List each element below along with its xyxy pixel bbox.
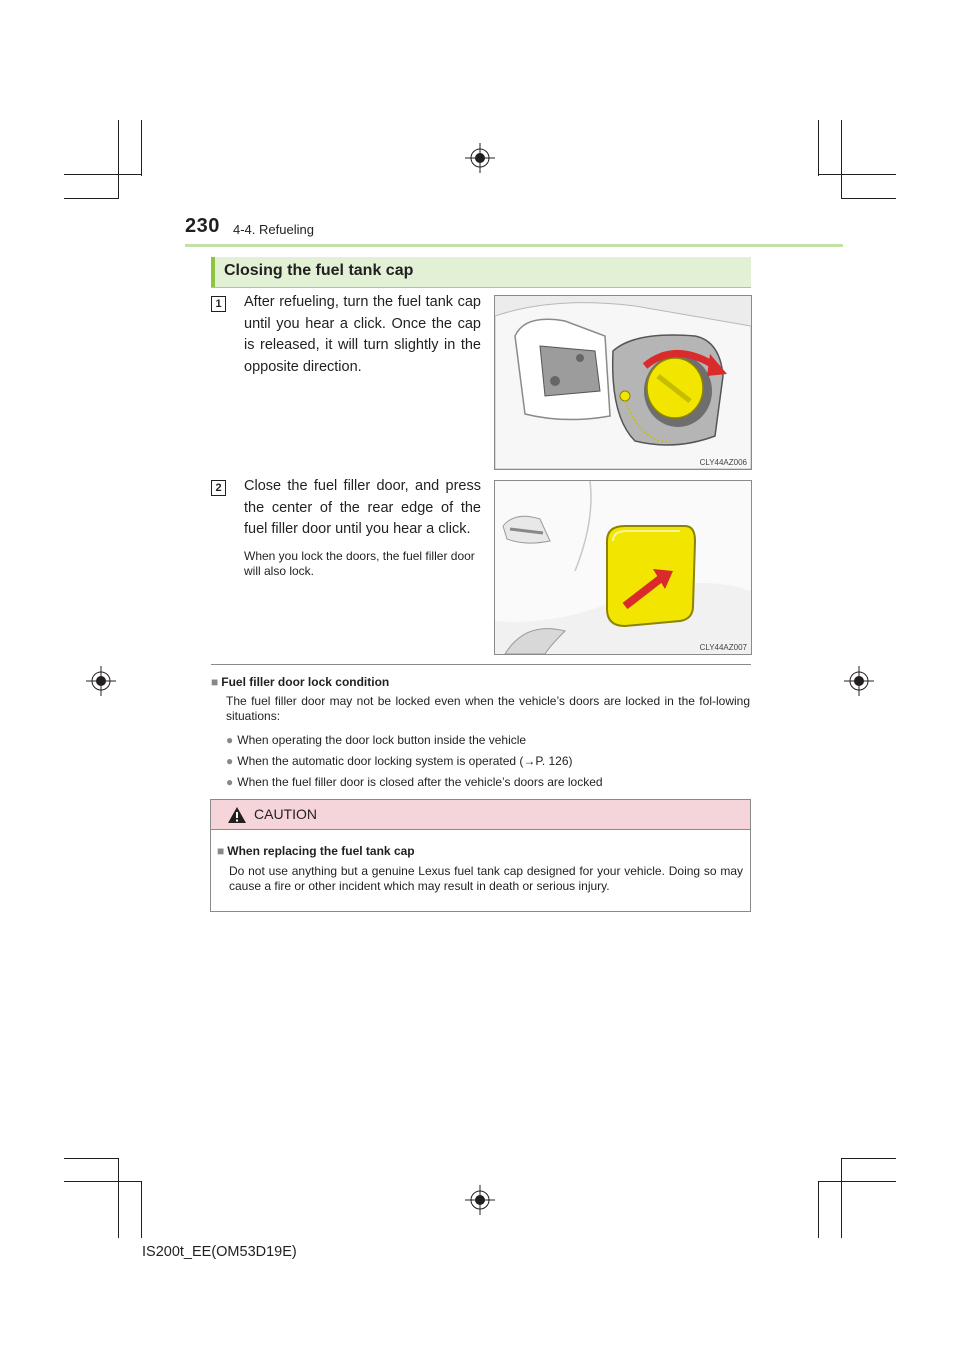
crop-mark (818, 1181, 896, 1182)
list-item-text: When operating the door lock button inside the vehicle (237, 733, 527, 747)
fuel-cap-illustration (494, 295, 752, 470)
note-heading (211, 675, 389, 689)
crop-mark (64, 1181, 142, 1182)
note-body: The fuel filler door may not be locked even when the vehicle’s doors are locked in the fol-lowing situations: (226, 694, 750, 723)
step-number-badge: 1 (211, 296, 226, 312)
note-title: Fuel filler door lock condition (221, 675, 390, 689)
crop-mark (64, 198, 119, 199)
caution-label: CAUTION (254, 806, 317, 822)
caution-subtitle-row (217, 844, 415, 858)
crop-mark (64, 174, 142, 175)
registration-mark-icon (465, 143, 495, 173)
list-item-text: When the fuel filler door is closed after the vehicle’s doors are locked (237, 775, 603, 789)
crop-mark (841, 198, 896, 199)
section-title: Closing the fuel tank cap (224, 262, 414, 279)
crop-mark (818, 174, 896, 175)
registration-mark-icon (86, 666, 116, 696)
crop-mark (64, 1158, 119, 1159)
running-header: 4-4. Refueling (233, 222, 314, 237)
crop-mark (818, 120, 819, 176)
registration-mark-icon (465, 1185, 495, 1215)
caution-body: Do not use anything but a genuine Lexus fuel tank cap designed for your vehicle. Doing so may cause a fire or other incident which may result in death or serious injury. (229, 864, 743, 893)
registration-mark-icon (844, 666, 874, 696)
crop-mark (841, 1158, 842, 1238)
model-code-footer: IS200t_EE(OM53D19E) (142, 1244, 297, 1260)
crop-mark (118, 120, 119, 199)
step-number-badge: 2 (211, 480, 226, 496)
crop-mark (118, 1158, 119, 1238)
crop-mark (818, 1181, 819, 1238)
circle-bullet-icon: ● (226, 733, 234, 747)
step-text: After refueling, turn the fuel tank cap until you hear a click. Once the cap is released, it will turn slightly in the opposite direction. (244, 294, 481, 375)
warning-triangle-icon (227, 806, 247, 824)
list-item-text: When the automatic door locking system is operated (→P. 126) (237, 754, 573, 768)
page-number: 230 (185, 215, 220, 237)
step-note: When you lock the doors, the fuel filler door will also lock. (244, 549, 475, 578)
fuel-filler-door-illustration (494, 480, 752, 655)
crop-mark (141, 120, 142, 176)
list-item (226, 775, 603, 789)
header-rule (185, 244, 843, 247)
section-rule (211, 287, 751, 288)
caution-subtitle: When replacing the fuel tank cap (227, 844, 415, 858)
list-item (226, 754, 573, 768)
square-bullet-icon: ■ (217, 844, 225, 858)
square-bullet-icon: ■ (211, 675, 219, 689)
circle-bullet-icon: ● (226, 775, 234, 789)
illustration-code: CLY44AZ007 (699, 643, 747, 652)
note-rule (211, 664, 751, 665)
list-item (226, 733, 526, 747)
crop-mark (841, 120, 842, 199)
circle-bullet-icon: ● (226, 754, 234, 768)
crop-mark (841, 1158, 896, 1159)
step-text: Close the fuel filler door, and press the center of the rear edge of the fuel filler door until you hear a click. (244, 478, 481, 537)
illustration-code: CLY44AZ006 (699, 458, 747, 467)
crop-mark (141, 1181, 142, 1238)
